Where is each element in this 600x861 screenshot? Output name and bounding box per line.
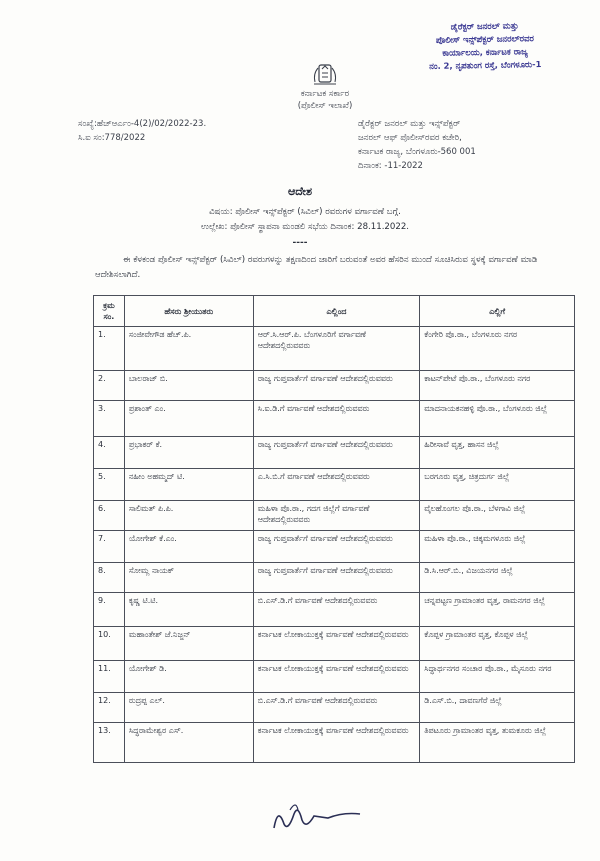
- table-header-row: [94, 296, 575, 327]
- cell-from: ಬಿ.ಎಸ್.ಡಿ.ಗೆ ವರ್ಗಾವಣೆ ಆದೇಶದಲ್ಲಿರುವವರು: [253, 593, 420, 627]
- stamp-line-4: ನಂ. 2, ನೃಪತುಂಗ ರಸ್ತೆ, ಬೆಂಗಳೂರು-1: [429, 59, 542, 71]
- cell-name: ಪ್ರಶಾಂತ್ ಎಂ.: [124, 401, 253, 437]
- cell-from: ಕರ್ನಾಟಕ ಲೋಕಾಯುಕ್ತಕ್ಕೆ ವರ್ಗಾವಣೆ ಆದೇಶದಲ್ಲಿರುವವರು: [253, 661, 420, 693]
- cell-from: ಸಿ.ಐ.ಡಿ.ಗೆ ವರ್ಗಾವಣೆ ಆದೇಶದಲ್ಲಿರುವವರು: [253, 401, 420, 437]
- cell-serial: 8.: [94, 563, 125, 593]
- table-row: [94, 327, 575, 371]
- header-from: ಎಲ್ಲಿಂದ: [253, 296, 420, 327]
- office-line-1: ಡೈರೆಕ್ಟರ್ ಜನರಲ್ ಮತ್ತು ಇನ್ಸ್‌ಪೆಕ್ಟರ್: [358, 119, 461, 129]
- signature-mark: [268, 796, 368, 836]
- cell-to: ವೈಲಹೊಂಗಲ ಪೊ.ಠಾ., ಬೆಳಗಾವಿ ಜಿಲ್ಲೆ: [420, 501, 575, 531]
- cell-to: ಸಿದ್ಧಾರ್ಥನಗರ ಸಂಚಾರ ಪೊ.ಠಾ., ಮೈಸೂರು ನಗರ: [420, 661, 575, 693]
- header-name: ಹೆಸರು ಶ್ರೀಯುತರು: [124, 296, 253, 327]
- order-title: ಆದೇಶ: [287, 185, 312, 198]
- cell-name: ಸಿದ್ಧರಾಮೇಶ್ವರ ಎಸ್.: [124, 723, 253, 763]
- table-row: [94, 371, 575, 401]
- cell-from: ಎ.ಸಿ.ಬಿ.ಗೆ ವರ್ಗಾವಣೆ ಆದೇಶದಲ್ಲಿರುವವರು: [253, 469, 420, 501]
- cell-from: ಕರ್ನಾಟಕ ಲೋಕಾಯುಕ್ತಕ್ಕೆ ವರ್ಗಾವಣೆ ಆದೇಶದಲ್ಲಿರುವವರು: [253, 627, 420, 661]
- cell-to: ಕಾಟನ್‌ಪೇಟೆ ಪೊ.ಠಾ., ಬೆಂಗಳೂರು ನಗರ: [420, 371, 575, 401]
- office-line-2: ಜನರಲ್ ಆಫ್ ಪೊಲೀಸ್‌ರವರ ಕಚೇರಿ,: [358, 133, 462, 143]
- reference-number: ಸಂಖ್ಯೆ:ಹೆಚ್ಆರ್ಎಂ-4(2)/02/2022-23.: [78, 119, 207, 129]
- order-body-text: ಈ ಕೆಳಕಂಡ ಪೊಲೀಸ್ ಇನ್ಸ್‌ಪೆಕ್ಟರ್ (ಸಿವಿಲ್) ರವರುಗಳನ್ನು ತಕ್ಷಣದಿಂದ ಜಾರಿಗೆ ಬರುವಂತೆ ಅವರ ಹೆಸರಿನ ಮುಂದೆ ಸೂಚಿಸಿರುವ ಸ್ಥಳಕ್ಕೆ ವರ್ಗಾವಣೆ ಮಾಡಿ ಆದೇಶಿಸಲಾಗಿದೆ.: [95, 255, 538, 280]
- cell-name: ಯೋಗೇಶ್ ಡಿ.: [124, 661, 253, 693]
- cell-name: ನಹೀಂ ಅಹಮ್ಮದ್ ಟಿ.: [124, 469, 253, 501]
- reference-line: ಉಲ್ಲೇಖ: ಪೊಲೀಸ್ ಸ್ಥಾಪನಾ ಮಂಡಲಿ ಸಭೆಯ ದಿನಾಂಕ: 28.11.2022.: [200, 222, 410, 232]
- cell-from: ರಾಜ್ಯ ಗುಪ್ತವಾರ್ತೆಗೆ ವರ್ಗಾವಣೆ ಆದೇಶದಲ್ಲಿರುವವರು: [253, 563, 420, 593]
- cell-serial: 3.: [94, 401, 125, 437]
- stamp-line-1: ಡೈರೆಕ್ಟರ್ ಜನರಲ್ ಮತ್ತು: [450, 20, 519, 32]
- separator: ----: [292, 238, 308, 248]
- table-body: [94, 327, 575, 763]
- cell-to: ಬರಗೂರು ವೃತ್ತ, ಚಿತ್ರದುರ್ಗ ಜಿಲ್ಲೆ: [420, 469, 575, 501]
- cell-serial: 10.: [94, 627, 125, 661]
- cell-serial: 6.: [94, 501, 125, 531]
- cell-from: ಮಹಿಳಾ ಪೊ.ಠಾ., ಗದಗ ಜಿಲ್ಲೆಗೆ ವರ್ಗಾವಣೆ ಆದೇಶದಲ್ಲಿರುವವರು: [253, 501, 420, 531]
- cell-to: ಡಿ.ಸಿ.ಆರ್.ಬಿ., ವಿಜಯನಗರ ಜಿಲ್ಲೆ: [420, 563, 575, 593]
- cell-to: ಕೊಪ್ಪಳ ಗ್ರಾಮಾಂತರ ವೃತ್ತ, ಕೊಪ್ಪಳ ಜಿಲ್ಲೆ: [420, 627, 575, 661]
- table-row: [94, 593, 575, 627]
- cell-serial: 1.: [94, 327, 125, 371]
- stamp-line-3: ಕಾರ್ಯಾಲಯ, ಕರ್ನಾಟಕ ರಾಜ್ಯ: [442, 46, 528, 58]
- table-row: [94, 693, 575, 723]
- cell-serial: 12.: [94, 693, 125, 723]
- cell-serial: 5.: [94, 469, 125, 501]
- transfer-table: [93, 295, 575, 763]
- cell-name: ಬಾಲರಾಜ್ ಬಿ.: [124, 371, 253, 401]
- table-row: [94, 437, 575, 469]
- cell-serial: 13.: [94, 723, 125, 763]
- cell-name: ಕೃಷ್ಣ ಟಿ.ಟಿ.: [124, 593, 253, 627]
- table-row: [94, 501, 575, 531]
- subject-block: [60, 205, 550, 235]
- cell-to: ಚನ್ನಪಟ್ಟಣ ಗ್ರಾಮಾಂತರ ವೃತ್ತ, ರಾಮನಗರ ಜಿಲ್ಲೆ: [420, 593, 575, 627]
- cell-name: ಯೋಗೇಶ್ ಕೆ.ಎಂ.: [124, 531, 253, 563]
- cell-from: ಬಿ.ಎಸ್.ಡಿ.ಗೆ ವರ್ಗಾವಣೆ ಆದೇಶದಲ್ಲಿರುವವರು: [253, 693, 420, 723]
- cell-name: ಸಂಜೀವೇಗೌಡ ಹೆಚ್.ಪಿ.: [124, 327, 253, 371]
- cell-from: ರಾಜ್ಯ ಗುಪ್ತವಾರ್ತೆಗೆ ವರ್ಗಾವಣೆ ಆದೇಶದಲ್ಲಿರುವವರು: [253, 437, 420, 469]
- table-row: [94, 661, 575, 693]
- office-stamp: [390, 18, 581, 77]
- cell-serial: 2.: [94, 371, 125, 401]
- cell-from: ರಾಜ್ಯ ಗುಪ್ತವಾರ್ತೆಗೆ ವರ್ಗಾವಣೆ ಆದೇಶದಲ್ಲಿರುವವರು: [253, 371, 420, 401]
- table-row: [94, 401, 575, 437]
- cell-from: ಆರ್.ಸಿ.ಆರ್.ಪಿ. ಬೆಂಗಳೂರಿಗೆ ವರ್ಗಾವಣೆ ಆದೇಶದಲ್ಲಿರುವವರು: [253, 327, 420, 371]
- cell-to: ಹಿರೀಸಾವೆ ವೃತ್ತ, ಹಾಸನ ಜಿಲ್ಲೆ: [420, 437, 575, 469]
- header-to: ಎಲ್ಲಿಗೆ: [420, 296, 575, 327]
- reference-block: [78, 117, 206, 145]
- office-address-block: [358, 117, 476, 173]
- gov-line-1: ಕರ್ನಾಟಕ ಸರ್ಕಾರ: [300, 89, 350, 99]
- cell-name: ಸಾಲಿಮತ್ ಪಿ.ಪಿ.: [124, 501, 253, 531]
- cell-name: ಸೋಮ್ಲ ನಾಯಕ್: [124, 563, 253, 593]
- cell-serial: 11.: [94, 661, 125, 693]
- cell-to: ತಿಪಟೂರು ಗ್ರಾಮಾಂತರ ವೃತ್ತ, ತುಮಕೂರು ಜಿಲ್ಲೆ: [420, 723, 575, 763]
- table-row: [94, 627, 575, 661]
- state-emblem-icon: [310, 62, 340, 86]
- cell-name: ರುದ್ರಪ್ಪ ಎಲ್.: [124, 693, 253, 723]
- cell-serial: 7.: [94, 531, 125, 563]
- table-row: [94, 723, 575, 763]
- cell-to: ಡಿ.ಎಸ್.ಬಿ., ದಾವಣಗೆರೆ ಜಿಲ್ಲೆ: [420, 693, 575, 723]
- table-row: [94, 531, 575, 563]
- cell-name: ಮಹಾಂತೇಶ್ ಜೆ.ನಿಜ್ಜನ್: [124, 627, 253, 661]
- cell-to: ಕೆಂಗೇರಿ ಪೊ.ಠಾ., ಬೆಂಗಳೂರು ನಗರ: [420, 327, 575, 371]
- stamp-line-2: ಪೊಲೀಸ್ ಇನ್ಸ್‌ಪೆಕ್ಟರ್ ಜನರಲ್‌ರವರ: [435, 33, 534, 45]
- cell-name: ಪ್ರಭಾಕರ್ ಕೆ.: [124, 437, 253, 469]
- cell-from: ರಾಜ್ಯ ಗುಪ್ತವಾರ್ತೆಗೆ ವರ್ಗಾವಣೆ ಆದೇಶದಲ್ಲಿರುವವರು: [253, 531, 420, 563]
- office-date: ದಿನಾಂಕ: -11-2022: [358, 161, 423, 171]
- cell-serial: 9.: [94, 593, 125, 627]
- reference-ci-number: ಸಿ.ಐ ಸಂ:778/2022: [78, 133, 146, 143]
- office-line-3: ಕರ್ನಾಟಕ ರಾಜ್ಯ, ಬೆಂಗಳೂರು-560 001: [358, 147, 476, 157]
- table-row: [94, 469, 575, 501]
- gov-line-2: (ಪೊಲೀಸ್ ಇಲಾಖೆ): [297, 101, 353, 111]
- header-serial: ಕ್ರಮ ಸಂ.: [94, 296, 125, 327]
- table-row: [94, 563, 575, 593]
- cell-to: ಮಾದನಾಯಕನಹಳ್ಳಿ ಪೊ.ಠಾ., ಬೆಂಗಳೂರು ಜಿಲ್ಲೆ: [420, 401, 575, 437]
- cell-from: ಕರ್ನಾಟಕ ಲೋಕಾಯುಕ್ತಕ್ಕೆ ವರ್ಗಾವಣೆ ಆದೇಶದಲ್ಲಿರುವವರು: [253, 723, 420, 763]
- subject-line: ವಿಷಯ: ಪೊಲೀಸ್ ಇನ್ಸ್‌ಪೆಕ್ಟರ್ (ಸಿವಿಲ್) ರವರುಗಳ ವರ್ಗಾವಣೆ ಬಗ್ಗೆ.: [209, 207, 401, 217]
- cell-to: ಮಹಿಳಾ ಪೊ.ಠಾ., ಚಿಕ್ಕಮಗಳೂರು ಜಿಲ್ಲೆ: [420, 531, 575, 563]
- government-heading: [250, 88, 400, 112]
- cell-serial: 4.: [94, 437, 125, 469]
